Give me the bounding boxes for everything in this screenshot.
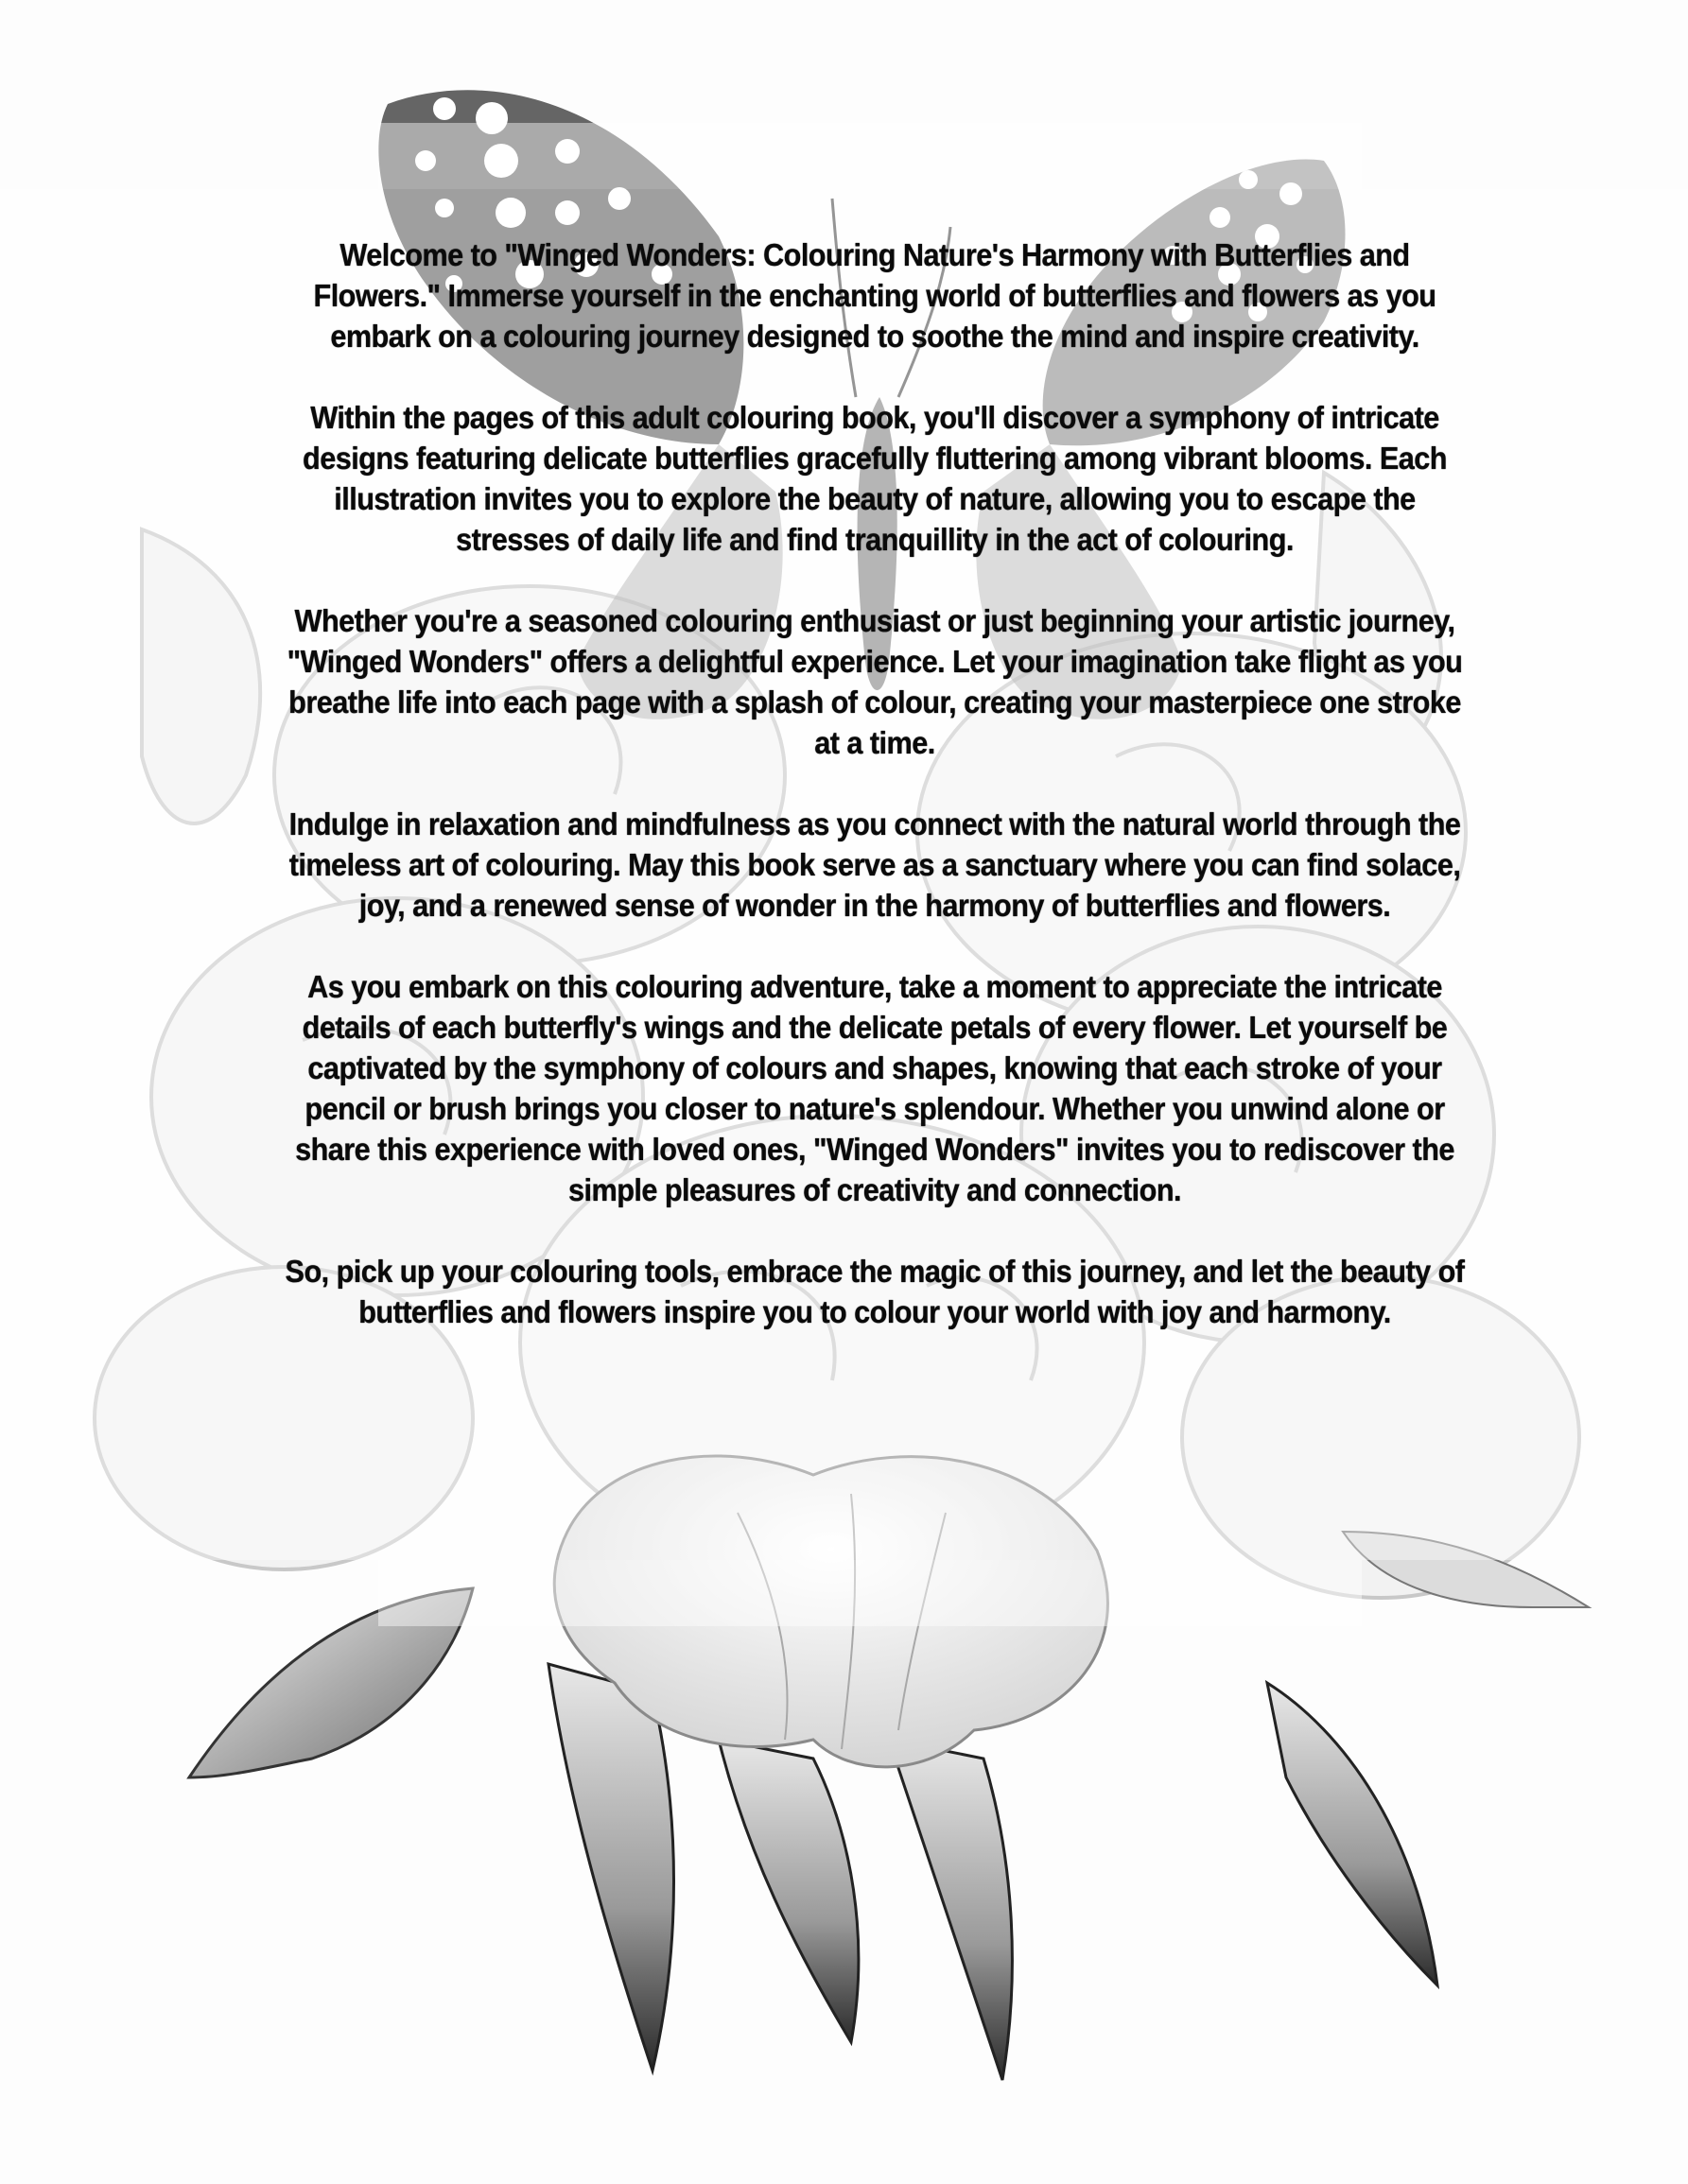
intro-text <box>236 234 1513 1373</box>
paragraph-adventure: As you embark on this colouring adventure, take a moment to appreciate the intricate details of each butterfly's wings and the delicate petals of every flower. Let yourself be captivated by the symphony of colours and shapes, knowing that each stroke of your pencil or brush brings you closer to nature's splendour. Whether you unwind alone or share this experience with loved ones, "Winged Wonders" invites you to rediscover the simple pleasures of creativity and connection. <box>295 969 1454 1207</box>
main-flower <box>189 1456 1589 2080</box>
paragraph-closing: So, pick up your colouring tools, embrace the magic of this journey, and let the beauty of butterflies and flowers inspire you to colour your world with joy and harmony. <box>285 1254 1465 1329</box>
paragraph-within-pages: Within the pages of this adult colouring book, you'll discover a symphony of intricate designs featuring delicate butterflies gracefully fluttering among vibrant blooms. Each illustration invites you to explore the beauty of nature, allowing you to escape the stresses of daily life and find tranquillity in the act of colouring. <box>303 400 1447 557</box>
paragraph-welcome: Welcome to "Winged Wonders: Colouring Nature's Harmony with Butterflies and Flowers." Immerse yourself in the enchanting world of butterflies and flowers as you embark on a colouring journey designed to soothe the mind and inspire creativity. <box>313 237 1436 354</box>
paragraph-whether-seasoned: Whether you're a seasoned colouring enthusiast or just beginning your artistic journey, "Winged Wonders" offers a delightful experience. Let your imagination take flight as you breathe life into each page with a splash of colour, creating your masterpiece one stroke at a time. <box>287 603 1463 760</box>
paragraph-indulge: Indulge in relaxation and mindfulness as you connect with the natural world through the timeless art of colouring. May this book serve as a sanctuary where you can find solace, joy, and a renewed sense of wonder in the harmony of butterflies and flowers. <box>288 806 1461 923</box>
